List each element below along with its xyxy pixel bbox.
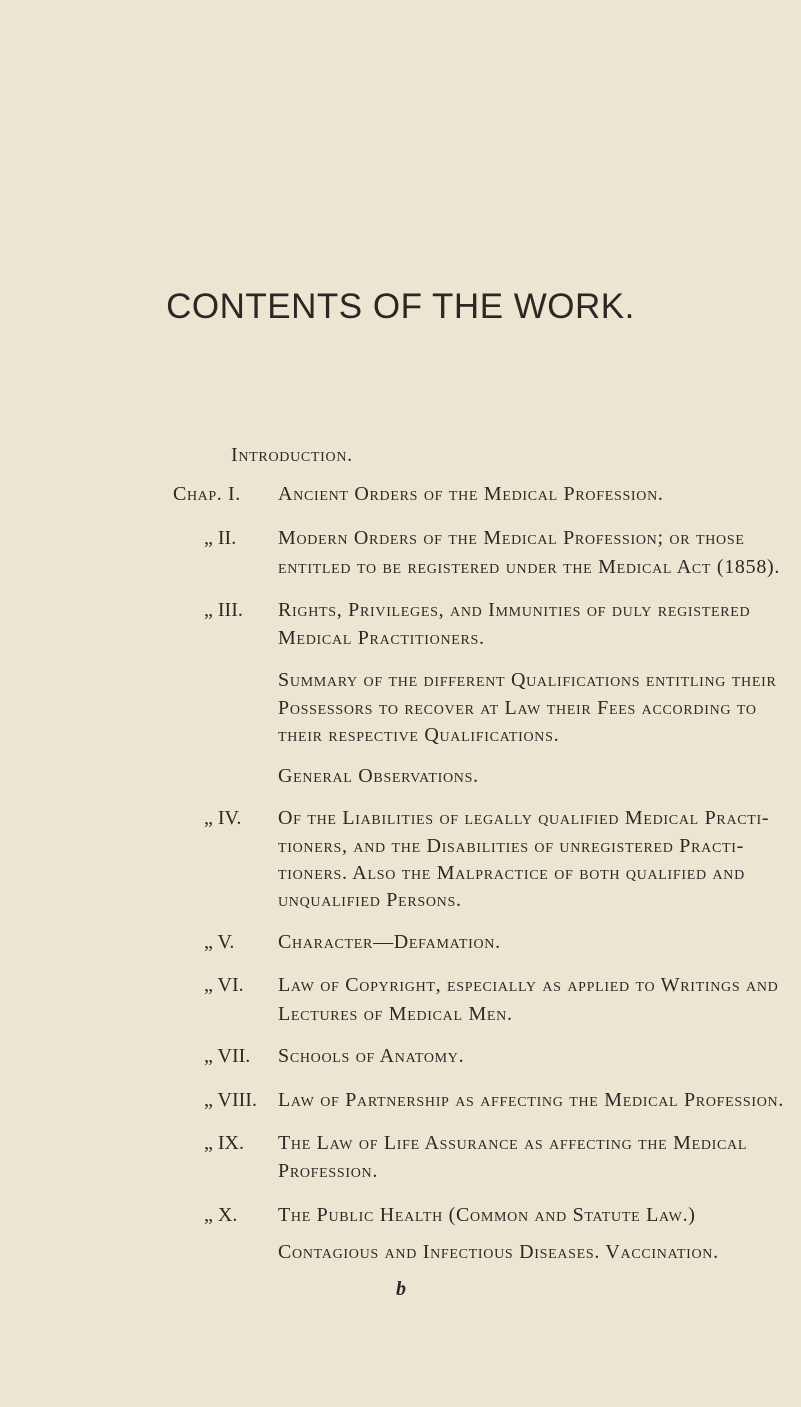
chapter-3-title-line-1: Rights, Privileges, and Immunities of duly registered xyxy=(278,599,751,621)
page-title: CONTENTS OF THE WORK. xyxy=(166,287,635,326)
chapter-10-title-line-2: Contagious and Infectious Diseases. Vaccination. xyxy=(278,1241,719,1263)
chapter-2-number: „ II. xyxy=(204,527,237,549)
chapter-2-title-line-2: entitled to be registered under the Medical Act (1858). xyxy=(278,556,781,578)
chapter-8-number: „ VIII. xyxy=(204,1089,257,1111)
chapter-10-title-line-1: The Public Health (Common and Statute Law.) xyxy=(278,1204,696,1226)
chapter-5-title: Character—Defamation. xyxy=(278,931,501,953)
summary-line-1: Summary of the different Qualifications entitling their xyxy=(278,669,777,691)
chapter-7-number: „ VII. xyxy=(204,1045,251,1067)
chapter-9-number: „ IX. xyxy=(204,1132,244,1154)
chapter-1-number: Chap. I. xyxy=(173,483,241,505)
chapter-6-number: „ VI. xyxy=(204,974,244,996)
summary-line-3: their respective Qualifications. xyxy=(278,724,560,746)
chapter-10-number: „ X. xyxy=(204,1204,238,1226)
introduction-heading: Introduction. xyxy=(231,444,353,466)
chapter-3-title-line-2: Medical Practitioners. xyxy=(278,627,485,649)
summary-line-2: Possessors to recover at Law their Fees according to xyxy=(278,697,757,719)
chapter-7-title: Schools of Anatomy. xyxy=(278,1045,465,1067)
signature-mark: b xyxy=(396,1278,406,1300)
chapter-6-title-line-2: Lectures of Medical Men. xyxy=(278,1003,513,1025)
chapter-4-title-line-1: Of the Liabilities of legally qualified Medical Practi- xyxy=(278,807,770,829)
chapter-4-title-line-3: tioners. Also the Malpractice of both qualified and xyxy=(278,862,745,884)
chapter-3-number: „ III. xyxy=(204,599,243,621)
chapter-4-title-line-2: tioners, and the Disabilities of unregistered Practi- xyxy=(278,835,744,857)
chapter-2-title-line-1: Modern Orders of the Medical Profession; or those xyxy=(278,527,745,549)
chapter-4-number: „ IV. xyxy=(204,807,242,829)
chapter-9-title-line-2: Profession. xyxy=(278,1160,379,1182)
chapter-5-number: „ V. xyxy=(204,931,235,953)
chapter-6-title-line-1: Law of Copyright, especially as applied to Writings and xyxy=(278,974,779,996)
chapter-4-title-line-4: unqualified Persons. xyxy=(278,889,462,911)
chapter-8-title: Law of Partnership as affecting the Medical Profession. xyxy=(278,1089,785,1111)
general-observations: General Observations. xyxy=(278,765,479,787)
chapter-9-title-line-1: The Law of Life Assurance as affecting the Medical xyxy=(278,1132,748,1154)
chapter-1-title: Ancient Orders of the Medical Profession. xyxy=(278,483,664,505)
